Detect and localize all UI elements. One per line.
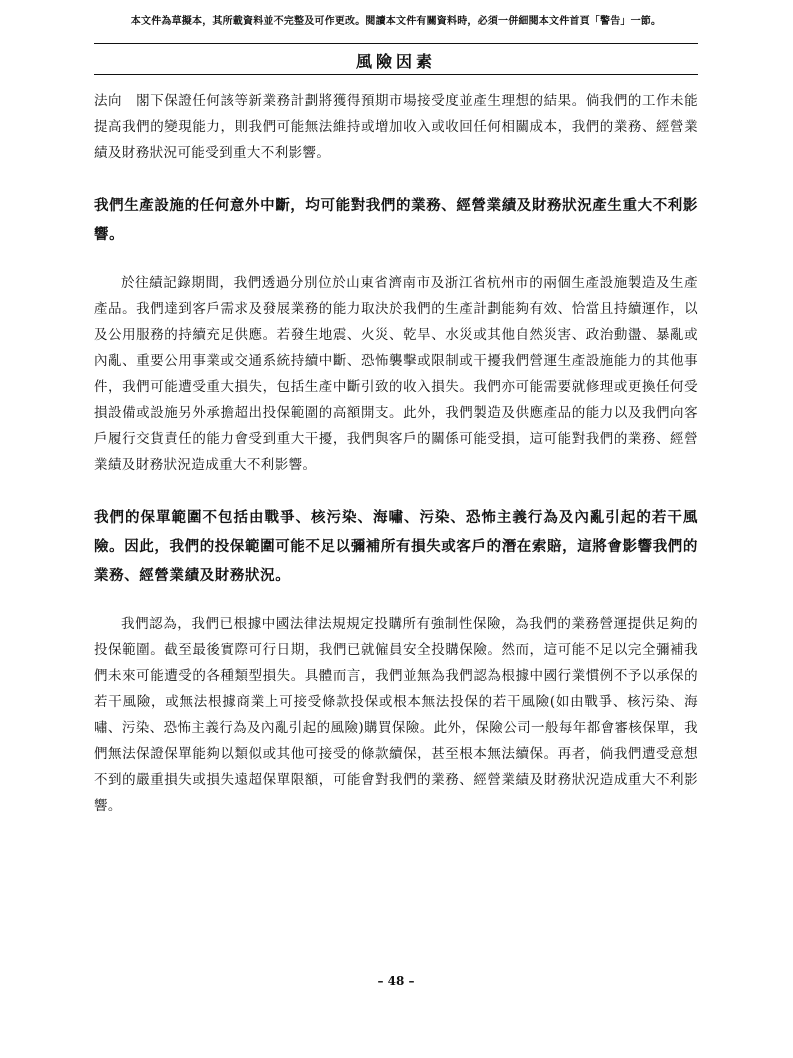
paragraph-production-risk: 於往績記錄期間，我們透過分別位於山東省濟南市及浙江省杭州市的兩個生產設施製造及生產產品。我們達到客戶需求及發展業務的能力取決於我們的生產計劃能夠有效、恰當且持續運作，以及公用服務的持續充足供應。若發生地震、火災、乾旱、水災或其他自然災害、政治動盪、暴亂或內亂、重要公用事業或交通系統持續中斷、恐怖襲擊或限制或干擾我們營運生產設施能力的其他事件，我們可能遭受重大損失，包括生產中斷引致的收入損失。我們亦可能需要就修理或更換任何受損設備或設施另外承擔超出投保範圍的高額開支。此外，我們製造及供應產品的能力以及我們向客戶履行交貨責任的能力會受到重大干擾，我們與客戶的關係可能受損，這可能對我們的業務、經營業績及財務狀況造成重大不利影響。 xyxy=(94,275,698,473)
section-title: 風險因素 xyxy=(355,52,436,71)
document-body xyxy=(94,88,698,819)
header-divider-bottom xyxy=(94,74,698,75)
paragraph-continued: 法向 閣下保證任何該等新業務計劃將獲得預期市場接受度並產生理想的結果。倘我們的工作未能提高我們的變現能力，則我們可能無法維持或增加收入或收回任何相關成本，我們的業務、經營業績及財務狀況可能受到重大不利影響。 xyxy=(94,93,698,161)
risk-heading-production-interruption: 我們生產設施的任何意外中斷，均可能對我們的業務、經營業績及財務狀況產生重大不利影響。 xyxy=(94,197,698,243)
risk-heading-insurance-coverage: 我們的保單範圍不包括由戰爭、核污染、海嘯、污染、恐怖主義行為及內亂引起的若干風險。因此，我們的投保範圍可能不足以彌補所有損失或客戶的潛在索賠，這將會影響我們的業務、經營業績及財務狀況。 xyxy=(94,509,698,584)
header-divider-top xyxy=(94,43,698,44)
page-number: – 48 – xyxy=(377,974,415,988)
paragraph-insurance-risk: 我們認為，我們已根據中國法律法規規定投購所有強制性保險，為我們的業務營運提供足夠的投保範圍。截至最後實際可行日期，我們已就僱員安全投購保險。然而，這可能不足以完全彌補我們未來可能遭受的各種類型損失。具體而言，我們並無為我們認為根據中國行業慣例不予以承保的若干風險，或無法根據商業上可接受條款投保或根本無法投保的若干風險(如由戰爭、核污染、海嘯、污染、恐怖主義行為及內亂引起的風險)購買保險。此外，保險公司一般每年都會審核保單，我們無法保證保單能夠以類似或其他可接受的條款續保，甚至根本無法續保。再者，倘我們遭受意想不到的嚴重損失或損失遠超保單限額，可能會對我們的業務、經營業績及財務狀況造成重大不利影響。 xyxy=(94,616,698,814)
draft-warning-banner: 本文件為草擬本，其所載資料並不完整及可作更改。閱讀本文件有關資料時，必須一併細閱本文件首頁「警告」一節。 xyxy=(130,16,662,27)
document-page xyxy=(94,0,698,1058)
